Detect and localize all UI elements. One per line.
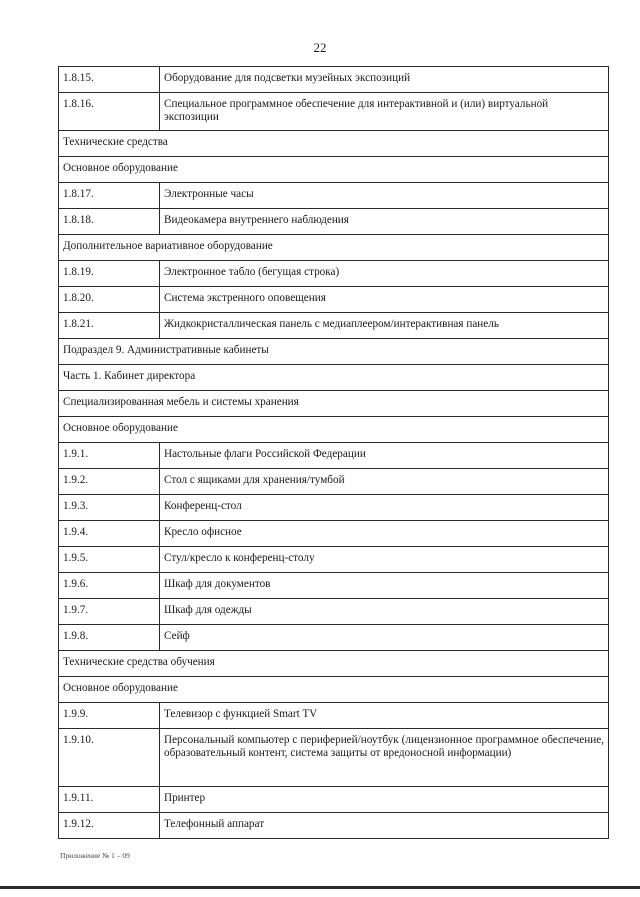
section-row	[59, 339, 609, 365]
item-name: Шкаф для документов	[160, 573, 609, 599]
item-name: Телефонный аппарат	[160, 813, 609, 839]
item-code: 1.9.9.	[59, 703, 160, 729]
table-row	[59, 521, 609, 547]
item-code: 1.8.19.	[59, 261, 160, 287]
table-row	[59, 703, 609, 729]
item-name: Оборудование для подсветки музейных экспозиций	[160, 67, 609, 93]
item-code: 1.9.5.	[59, 547, 160, 573]
item-code: 1.9.1.	[59, 443, 160, 469]
item-code: 1.9.10.	[59, 729, 160, 787]
table-row	[59, 787, 609, 813]
item-name: Принтер	[160, 787, 609, 813]
section-heading: Основное оборудование	[59, 157, 609, 183]
table-row	[59, 547, 609, 573]
table-row	[59, 573, 609, 599]
section-heading: Технические средства	[59, 131, 609, 157]
item-code: 1.8.20.	[59, 287, 160, 313]
section-row	[59, 417, 609, 443]
item-code: 1.9.2.	[59, 469, 160, 495]
section-heading: Дополнительное вариативное оборудование	[59, 235, 609, 261]
table-row	[59, 313, 609, 339]
item-code: 1.8.18.	[59, 209, 160, 235]
section-row	[59, 651, 609, 677]
item-name: Кресло офисное	[160, 521, 609, 547]
section-row	[59, 365, 609, 391]
section-heading: Основное оборудование	[59, 677, 609, 703]
item-code: 1.8.16.	[59, 93, 160, 131]
table-row	[59, 93, 609, 131]
table-row	[59, 261, 609, 287]
item-name: Специальное программное обеспечение для интерактивной и (или) виртуальной экспозиции	[160, 93, 609, 131]
item-code: 1.9.11.	[59, 787, 160, 813]
table-row	[59, 443, 609, 469]
item-name: Настольные флаги Российской Федерации	[160, 443, 609, 469]
section-heading: Подраздел 9. Административные кабинеты	[59, 339, 609, 365]
table-row	[59, 67, 609, 93]
section-heading: Основное оборудование	[59, 417, 609, 443]
section-row	[59, 131, 609, 157]
table-row	[59, 495, 609, 521]
section-row	[59, 157, 609, 183]
item-name: Персональный компьютер с периферией/ноутбук (лицензионное программное обеспечение, образовательный контент, система защиты от вредоносной информации)	[160, 729, 609, 787]
item-name: Видеокамера внутреннего наблюдения	[160, 209, 609, 235]
section-row	[59, 391, 609, 417]
page-number: 22	[313, 40, 327, 55]
item-code: 1.8.17.	[59, 183, 160, 209]
item-code: 1.9.6.	[59, 573, 160, 599]
item-name: Шкаф для одежды	[160, 599, 609, 625]
section-heading: Специализированная мебель и системы хранения	[59, 391, 609, 417]
item-code: 1.8.15.	[59, 67, 160, 93]
table-row	[59, 729, 609, 787]
item-code: 1.9.8.	[59, 625, 160, 651]
item-code: 1.9.4.	[59, 521, 160, 547]
table-row	[59, 813, 609, 839]
item-name: Система экстренного оповещения	[160, 287, 609, 313]
item-name: Стул/кресло к конференц-столу	[160, 547, 609, 573]
table-row	[59, 625, 609, 651]
section-heading: Технические средства обучения	[59, 651, 609, 677]
item-code: 1.9.3.	[59, 495, 160, 521]
equipment-table	[58, 66, 609, 839]
item-code: 1.9.7.	[59, 599, 160, 625]
table-row	[59, 469, 609, 495]
item-code: 1.9.12.	[59, 813, 160, 839]
section-row	[59, 677, 609, 703]
item-name: Конференц-стол	[160, 495, 609, 521]
page-footer: Приложение № 1 – 09	[60, 851, 130, 860]
table-row	[59, 599, 609, 625]
item-name: Электронные часы	[160, 183, 609, 209]
table-row	[59, 209, 609, 235]
bottom-scan-border	[0, 886, 640, 889]
item-name: Телевизор с функцией Smart TV	[160, 703, 609, 729]
table-row	[59, 183, 609, 209]
item-name: Жидкокристаллическая панель с медиаплеером/интерактивная панель	[160, 313, 609, 339]
section-heading: Часть 1. Кабинет директора	[59, 365, 609, 391]
item-name: Сейф	[160, 625, 609, 651]
item-name: Стол с ящиками для хранения/тумбой	[160, 469, 609, 495]
item-name: Электронное табло (бегущая строка)	[160, 261, 609, 287]
item-code: 1.8.21.	[59, 313, 160, 339]
section-row	[59, 235, 609, 261]
table-row	[59, 287, 609, 313]
